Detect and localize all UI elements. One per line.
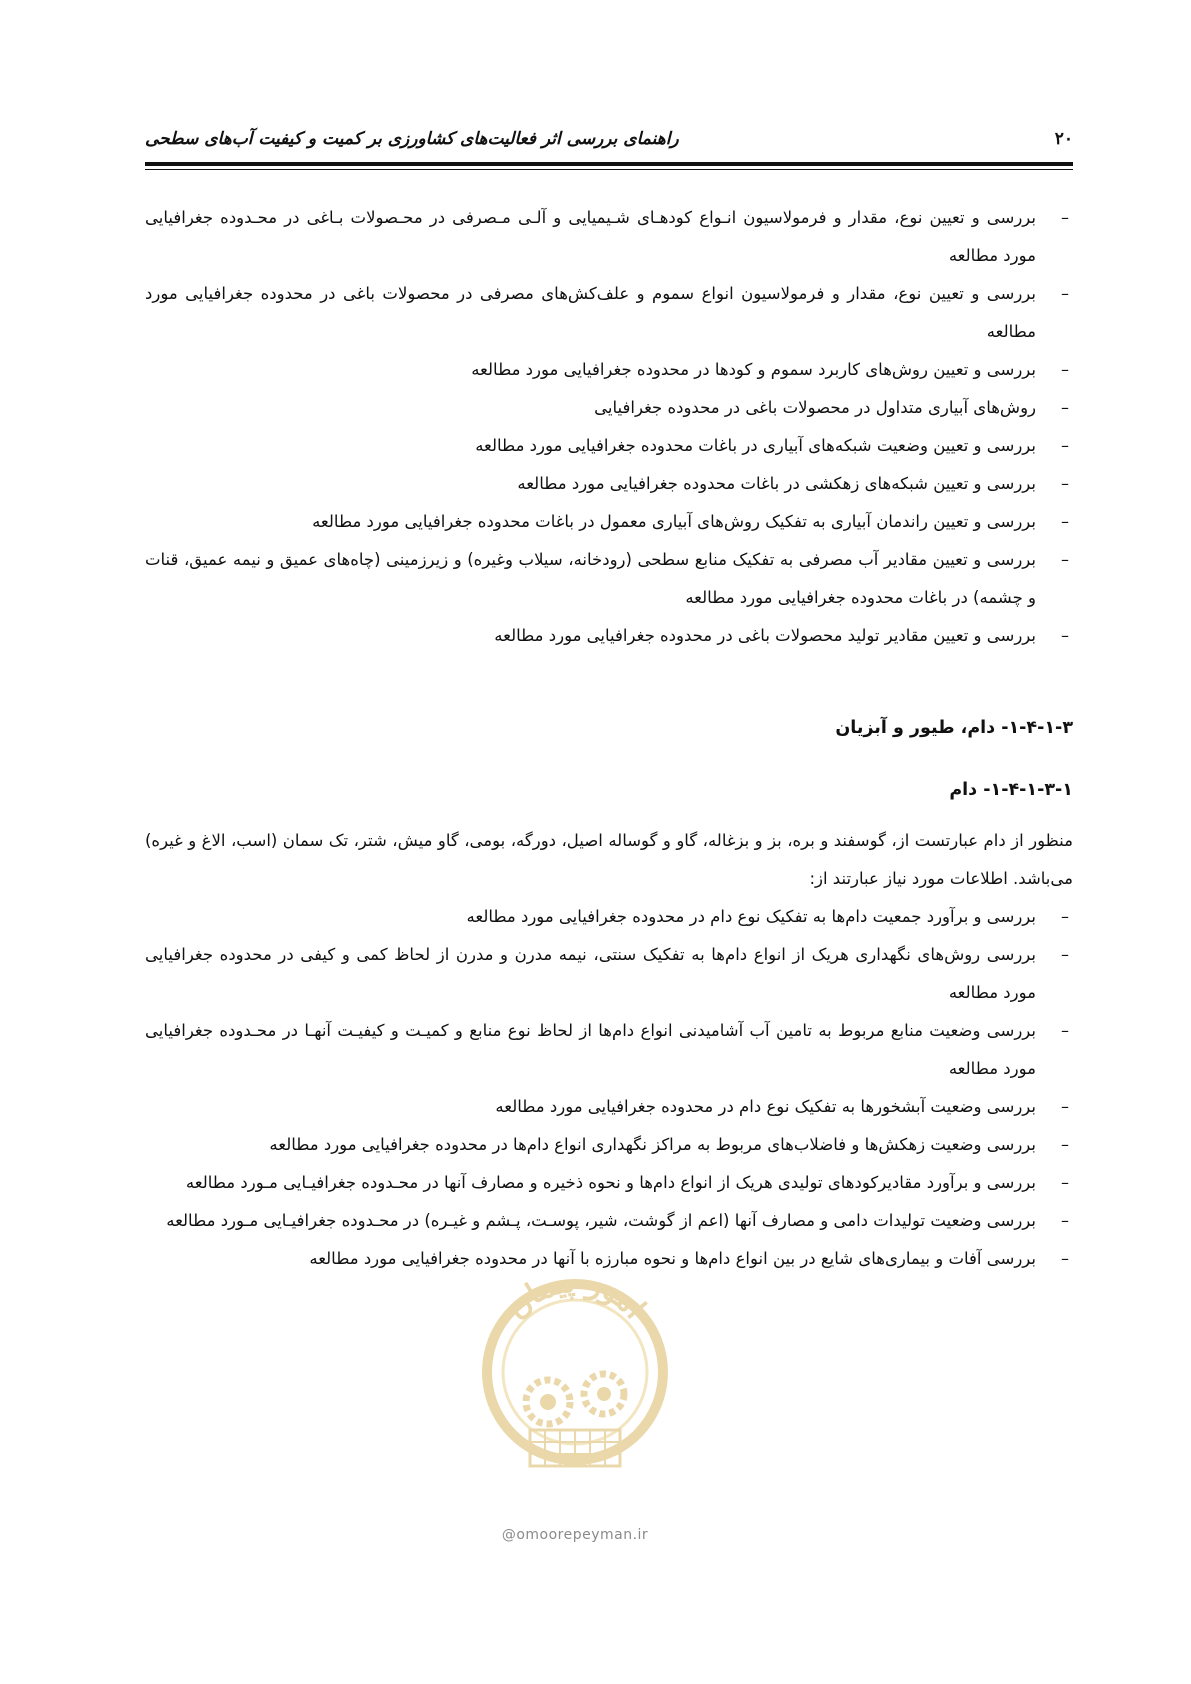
intro-paragraph: منظور از دام عبارتست از، گوسفند و بره، بز و بزغاله، گاو و گوساله اصیل، دورگه، بومی، گاو میش، شتر، تک سمان (اسب، الاغ و غیره) می‌باشد. اطلاعات مورد نیاز عبارتند از: <box>145 831 1073 888</box>
list-item: – بررسی وضعیت تولیدات دامی و مصارف آنها (اعم از گوشت، شیر، پوسـت، پـشم و غیـره) در محـدوده جغرافیـایی مـورد مطالعه <box>145 1202 1073 1240</box>
list-item: – روش‌های آبیاری متداول در محصولات باغی در محدوده جغرافیایی <box>145 389 1073 427</box>
watermark-site: @omoorepeyman.ir <box>501 1527 649 1543</box>
section-heading: ۱-۴-۱-۳- دام، طیور و آبزیان <box>835 718 1073 738</box>
list-item: – بررسی وضعیت آبشخورها به تفکیک نوع دام در محدوده جغرافیایی مورد مطالعه <box>145 1088 1073 1126</box>
livestock-requirements-list <box>145 898 1073 1278</box>
list-item: – بررسی وضعیت زهکش‌ها و فاضلاب‌های مربوط به مراکز نگهداری انواع دام‌ها در محدوده جغرافیایی مورد مطالعه <box>145 1126 1073 1164</box>
running-header <box>145 124 1073 154</box>
list-item: – بررسی و تعیین شبکه‌های زهکشی در باغات محدوده جغرافیایی مورد مطالعه <box>145 465 1073 503</box>
page-number: ۲۰ <box>1054 129 1073 149</box>
list-item: – بررسی و تعیین نوع، مقدار و فرمولاسیون انواع سموم و علف‌کش‌های مصرفی در محصولات باغی در محدوده جغرافیایی مورد مطالعه <box>145 275 1073 351</box>
list-item: – بررسی و تعیین روش‌های کاربرد سموم و کودها در محدوده جغرافیایی مورد مطالعه <box>145 351 1073 389</box>
list-item: – بررسی وضعیت منابع مربوط به تامین آب آشامیدنی انواع دام‌ها از لحاظ نوع منابع و کمیـت و کیفیـت آنهـا در محـدوده جغرافیایی مورد مطالعه <box>145 1012 1073 1088</box>
list-item: – بررسی و تعیین وضعیت شبکه‌های آبیاری در باغات محدوده جغرافیایی مورد مطالعه <box>145 427 1073 465</box>
running-header-title: راهنمای بررسی اثر فعالیت‌های کشاورزی بر کمیت و کیفیت آب‌های سطحی <box>145 129 679 149</box>
list-item: – بررسی و تعیین مقادیر آب مصرفی به تفکیک منابع سطحی (رودخانه، سیلاب وغیره) و زیرزمینی (چاه‌های عمیق و نیمه عمیق، قنات و چشمه) در باغات محدوده جغرافیایی مورد مطالعه <box>145 541 1073 617</box>
orchard-requirements-list <box>145 199 1073 655</box>
list-item: – بررسی و تعیین راندمان آبیاری به تفکیک روش‌های آبیاری معمول در باغات محدوده جغرافیایی مورد مطالعه <box>145 503 1073 541</box>
watermark-logo-text: امور پیمان <box>499 1264 653 1326</box>
list-item: – بررسی آفات و بیماری‌های شایع در بین انواع دام‌ها و نحوه مبارزه با آنها در محدوده جغرافیایی مورد مطالعه <box>145 1240 1073 1278</box>
list-item: – بررسی و تعیین نوع، مقدار و فرمولاسیون انـواع کودهـای شـیمیایی و آلـی مـصرفی در محـصولات بـاغی در محـدوده جغرافیایی مورد مطالعه <box>145 199 1073 275</box>
list-item: – بررسی و برآورد مقادیرکودهای تولیدی هریک از انواع دام‌ها و نحوه ذخیره و مصارف آنها در محـدوده جغرافیـایی مـورد مطالعه <box>145 1164 1073 1202</box>
watermark-logo <box>470 1262 680 1522</box>
subsection-heading: ۱-۴-۱-۳-۱- دام <box>949 780 1073 800</box>
header-rule-thin <box>145 169 1073 170</box>
list-item: – بررسی روش‌های نگهداری هریک از انواع دام‌ها به تفکیک سنتی، نیمه مدرن و مدرن از لحاظ کمی و کیفی در محدوده جغرافیایی مورد مطالعه <box>145 936 1073 1012</box>
list-item: – بررسی و تعیین مقادیر تولید محصولات باغی در محدوده جغرافیایی مورد مطالعه <box>145 617 1073 655</box>
list-item: – بررسی و برآورد جمعیت دام‌ها به تفکیک نوع دام در محدوده جغرافیایی مورد مطالعه <box>145 898 1073 936</box>
header-rule-thick <box>145 162 1073 166</box>
